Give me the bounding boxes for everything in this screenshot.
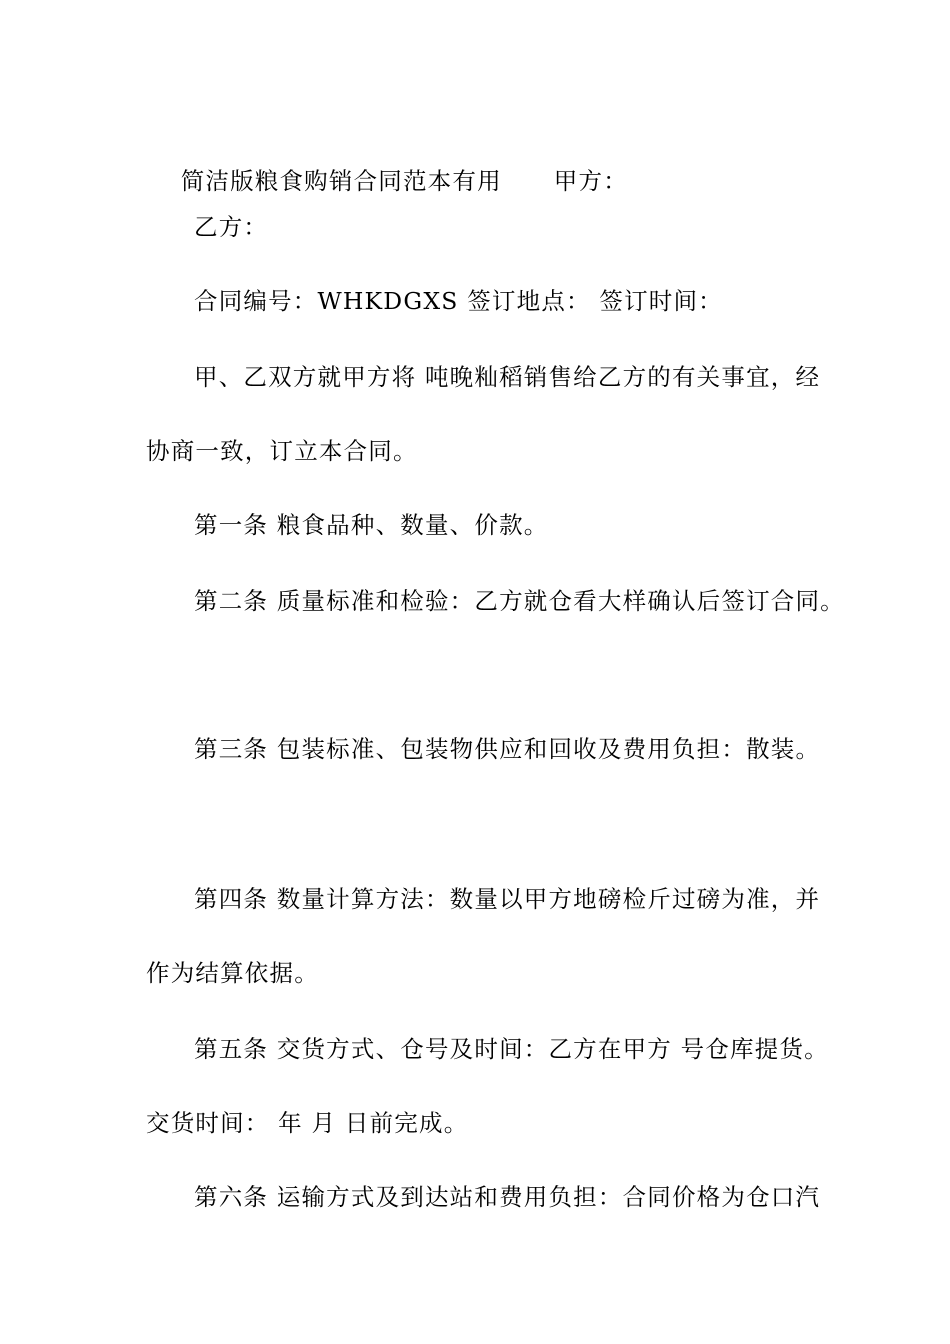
article-3: 第三条 包装标准、包装物供应和回收及费用负担：散装。 [194, 735, 821, 763]
article-5-line-2: 交货时间： 年 月 日前完成。 [146, 1109, 469, 1137]
intro-paragraph-line-1: 甲、乙双方就甲方将 吨晚籼稻销售给乙方的有关事宜，经 [194, 363, 821, 391]
article-6-line-1: 第六条 运输方式及到达站和费用负担：合同价格为仓口汽 [194, 1183, 821, 1211]
intro-paragraph-line-2: 协商一致，订立本合同。 [146, 437, 418, 465]
article-4-line-1: 第四条 数量计算方法：数量以甲方地磅检斤过磅为准，并 [194, 885, 821, 913]
party-a-label: 甲方： [553, 167, 628, 195]
article-2: 第二条 质量标准和检验：乙方就仓看大样确认后签订合同。 [194, 587, 845, 615]
contract-info-line: 合同编号：WHKDGXS 签订地点： 签订时间： [194, 287, 723, 315]
party-b-label: 乙方： [194, 213, 269, 241]
article-5-line-1: 第五条 交货方式、仓号及时间：乙方在甲方 号仓库提货。 [194, 1035, 829, 1063]
document-title: 简洁版粮食购销合同范本有用 [180, 167, 502, 195]
article-1: 第一条 粮食品种、数量、价款。 [194, 511, 549, 539]
article-4-line-2: 作为结算依据。 [146, 959, 319, 987]
